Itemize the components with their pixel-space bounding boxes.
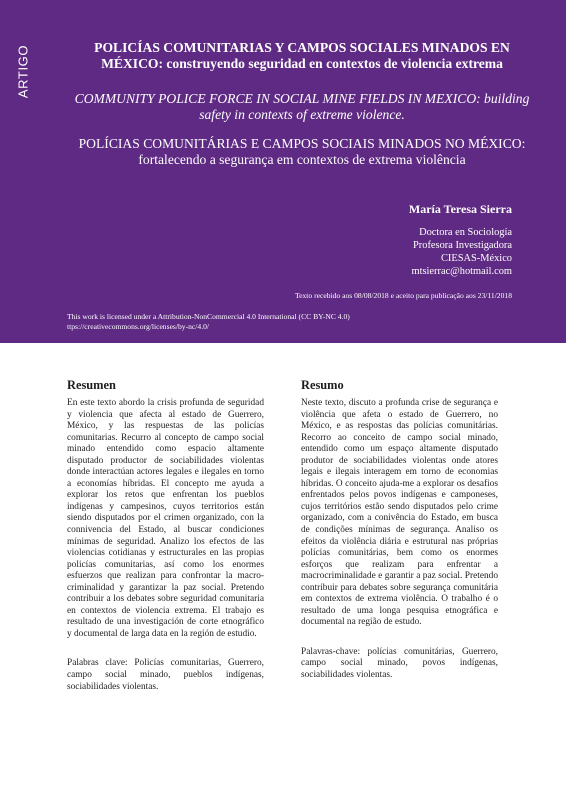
abstract-body: Neste texto, discuto a profunda crise de segurança e violência que afeta o estado de Guerrero, no México, e as respostas das polícias comunitárias. Recorro ao conceito de campo social minado, entendido como um espaço altamente disputado produtor de sociabilidades violentas onde atores legais e ilegais interagem em torno de economias híbridas. O conceito ajuda-me a explorar os desafios enfrentados pelos povos indígenas e camponeses, cujos territórios estão sendo disputados pelo crime organizado, com a conivência do Estado, em busca de condições mínimas de segurança. Analiso os efeitos da violência diária e estrutural nas próprias polícias comunitárias, bem como os enormes esforços que realizam para enfrentar a macrocriminalidade e garantir a paz social. Pretendo contribuir para debates sobre segurança comunitária em contextos de extrema violência. O trabalho é o resultado de uma longa pesquisa etnográfica e documental na região de estudo. [301,398,498,628]
affiliation-position: Profesora Investigadora [413,240,512,251]
author-affiliation [412,226,512,278]
abstract-heading: Resumen [67,378,116,392]
abstract-portuguese [301,378,498,682]
affiliation-degree: Doctora en Sociología [419,227,512,238]
received-date: Texto recebido aos 08/08/2018 e aceito para publicação aos 23/11/2018 [294,291,512,300]
author-name: María Teresa Sierra [408,202,512,216]
abstract-heading: Resumo [301,378,344,392]
keywords: Palabras clave: Policías comunitarias, Guerrero, campo social minado, pueblos indígenas, sociabilidades violentas. [67,658,264,692]
title-spanish: POLICÍAS COMUNITARIAS Y CAMPOS SOCIALES MINADOS EN MÉXICO: construyendo seguridad en contextos de violencia extrema [94,40,510,71]
article-header [0,0,566,343]
section-label: ARTIGO [15,44,31,99]
keywords: Palavras-chave: polícias comunitárias, Guerrero, campo social minado, povos indígenas, sociabilidades violentas. [301,646,498,681]
license-notice [67,312,350,332]
title-portuguese: POLÍCIAS COMUNITÁRIAS E CAMPOS SOCIAIS MINADOS NO MÉXICO: fortalecendo a segurança em contextos de extrema violência [78,136,526,167]
affiliation-institution: CIESAS-México [441,253,512,264]
license-text: This work is licensed under a Attribution-NonCommercial 4.0 International (CC BY-NC 4.0) [67,312,350,321]
author-email: mtsierrac@hotmail.com [411,266,512,277]
abstract-body: En este texto abordo la crisis profunda de seguridad y violencia que afecta al estado de Guerrero, México, y las respuestas de las policías comunitarias. Recurro al concepto de campo social minado entendido como espacio altamente disputado productor de sociabilidades violentas donde interactúan actores legales e ilegales en torno a economías híbridas. El concepto me ayuda a explorar los retos que enfrentan los pueblos indígenas y campesinos, cuyos territorios están siendo disputados por el crimen organizado, con la connivencia del Estado, al buscar condiciones mínimas de seguridad. Analizo los efectos de las violencias cotidianas y estructurales en las propias policías comunitarias, así como los enormes esfuerzos que realizan para confrontar la macro-criminalidad y garantizar la paz social. Pretendo contribuir a los debates sobre seguridad comunitaria en contextos de violencia extrema. El trabajo es resultado de una investigación de corte etnográfico y documental de larga data en la región de estudio. [67,398,264,639]
title-english: COMMUNITY POLICE FORCE IN SOCIAL MINE FIELDS IN MEXICO: building safety in contexts of extreme violence. [74,91,530,122]
abstract-spanish [67,378,264,693]
license-url[interactable]: ttps://creativecommons.org/licenses/by-nc/4.0/ [67,322,210,331]
